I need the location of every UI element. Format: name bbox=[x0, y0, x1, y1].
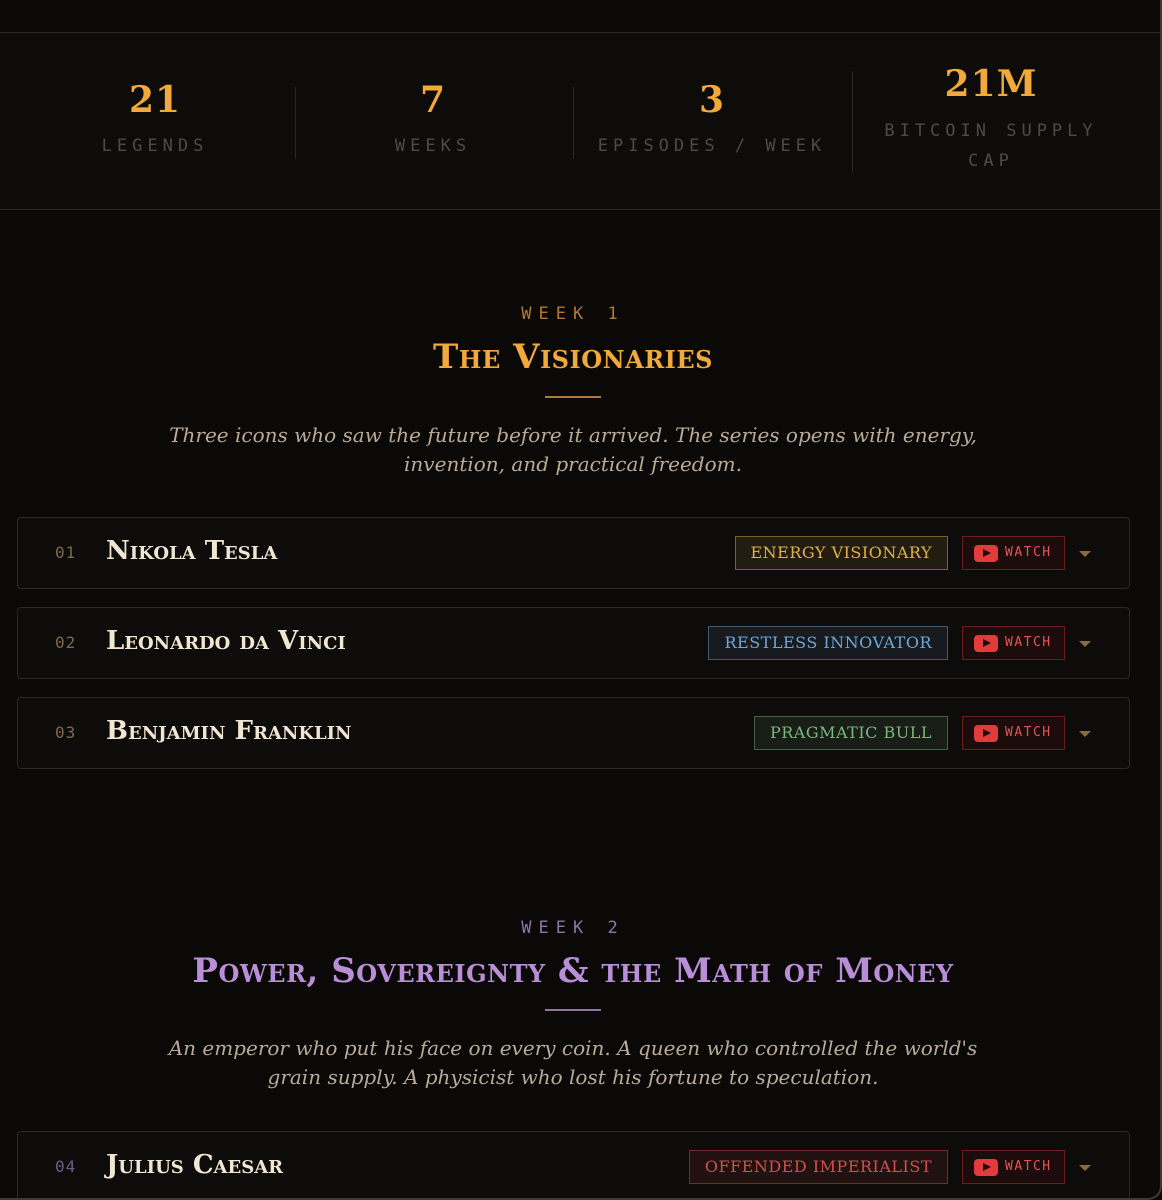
episode-name: Leonardo da Vinci bbox=[106, 626, 346, 656]
watch-label: WATCH bbox=[1005, 1159, 1052, 1174]
youtube-play-icon bbox=[974, 545, 998, 562]
episode-number: 02 bbox=[55, 633, 77, 652]
episode-number: 04 bbox=[55, 1157, 77, 1176]
episode-name: Benjamin Franklin bbox=[106, 716, 352, 746]
episode-number: 01 bbox=[55, 543, 77, 562]
stat-episodes-per-week bbox=[573, 33, 851, 211]
archetype-badge: ENERGY VISIONARY bbox=[735, 536, 949, 570]
week-title-rule bbox=[545, 396, 601, 398]
watch-button[interactable] bbox=[962, 1150, 1065, 1184]
watch-button[interactable] bbox=[962, 716, 1065, 750]
watch-label: WATCH bbox=[1005, 635, 1052, 650]
week-label: WEEK 2 bbox=[521, 918, 625, 938]
stat-legends bbox=[16, 33, 294, 211]
archetype-badge: OFFENDED IMPERIALIST bbox=[689, 1150, 948, 1184]
chevron-down-icon[interactable] bbox=[1079, 1165, 1091, 1171]
stat-value: 7 bbox=[419, 79, 447, 121]
youtube-play-icon bbox=[974, 725, 998, 742]
stat-label: LEGENDS bbox=[101, 136, 209, 156]
youtube-play-icon bbox=[974, 635, 998, 652]
chevron-down-icon[interactable] bbox=[1079, 641, 1091, 647]
episode-name: Julius Caesar bbox=[106, 1150, 284, 1180]
stat-supply-cap bbox=[852, 33, 1130, 211]
week-label: WEEK 1 bbox=[521, 304, 625, 324]
episode-name: Nikola Tesla bbox=[106, 536, 278, 566]
watch-label: WATCH bbox=[1005, 725, 1052, 740]
chevron-down-icon[interactable] bbox=[1079, 731, 1091, 737]
stat-value: 21 bbox=[128, 79, 182, 121]
stat-value: 3 bbox=[698, 79, 726, 121]
stat-weeks bbox=[294, 33, 572, 211]
stats-bar bbox=[0, 32, 1162, 210]
episode-row-benjamin-franklin[interactable] bbox=[17, 697, 1130, 769]
watch-button[interactable] bbox=[962, 626, 1065, 660]
stat-label: BITCOIN SUPPLY CAP bbox=[884, 121, 1098, 171]
episode-row-leonardo-da-vinci[interactable] bbox=[17, 607, 1130, 679]
chevron-down-icon[interactable] bbox=[1079, 551, 1091, 557]
archetype-badge: PRAGMATIC BULL bbox=[754, 716, 948, 750]
watch-label: WATCH bbox=[1005, 545, 1052, 560]
episode-row-nikola-tesla[interactable] bbox=[17, 517, 1130, 589]
archetype-badge: RESTLESS INNOVATOR bbox=[708, 626, 948, 660]
stat-value: 21M bbox=[944, 63, 1038, 105]
week-title-rule bbox=[545, 1009, 601, 1011]
week-description: Three icons who saw the future before it arrived. The series opens with energy, invention, and practical freedom. bbox=[169, 423, 977, 476]
youtube-play-icon bbox=[974, 1159, 998, 1176]
stat-label: WEEKS bbox=[394, 136, 472, 156]
week-title: Power, Sovereignty & the Math of Money bbox=[192, 951, 954, 991]
episode-row-julius-caesar[interactable] bbox=[17, 1131, 1130, 1200]
episode-number: 03 bbox=[55, 723, 77, 742]
watch-button[interactable] bbox=[962, 536, 1065, 570]
stat-label: EPISODES / WEEK bbox=[597, 136, 827, 156]
week-description: An emperor who put his face on every coin. A queen who controlled the world's grain supply. A physicist who lost his fortune to speculation. bbox=[168, 1036, 978, 1089]
week-title: The Visionaries bbox=[432, 337, 714, 377]
